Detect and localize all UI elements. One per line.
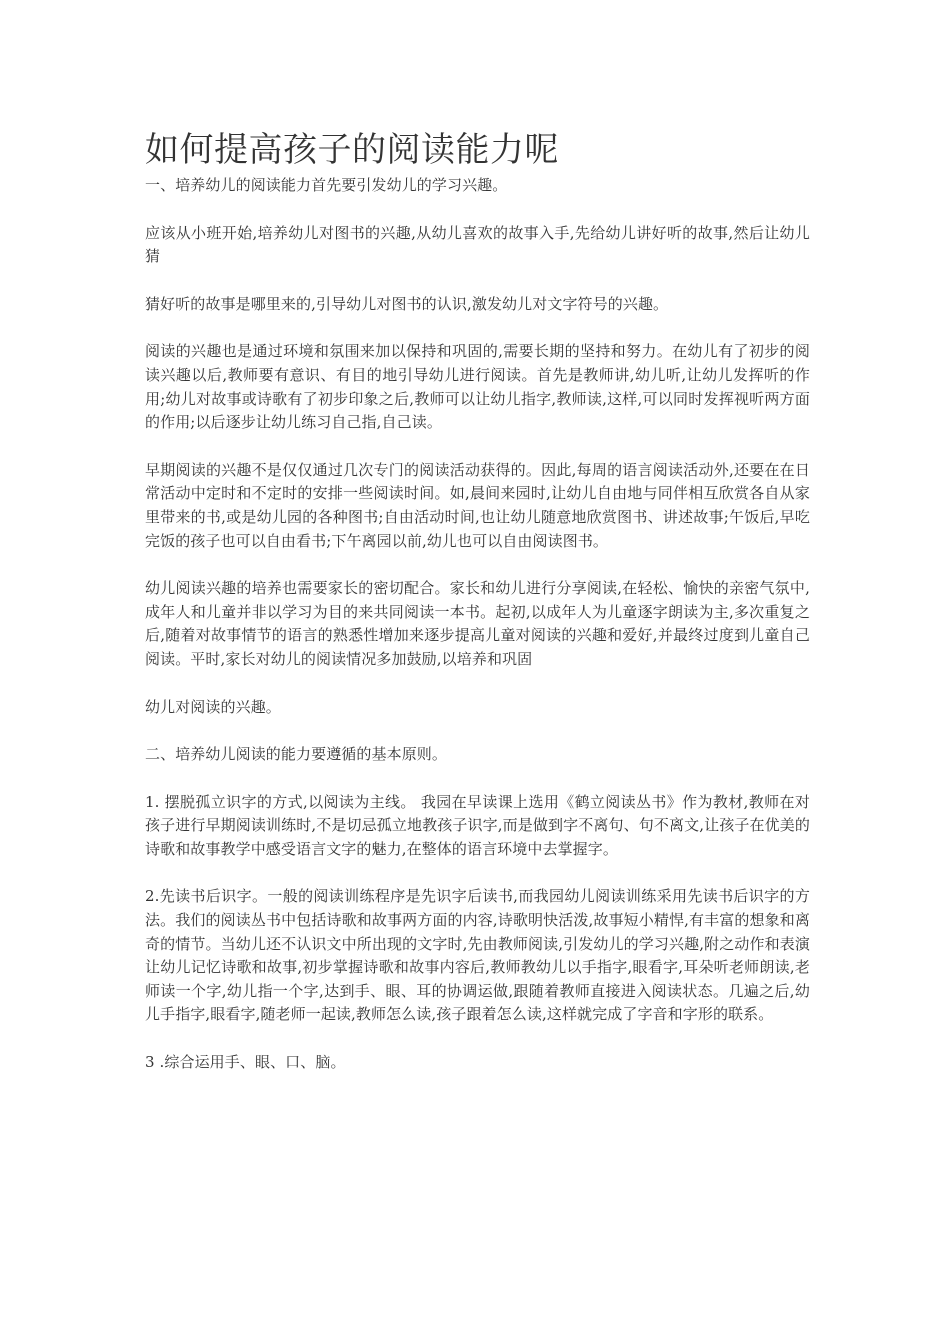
paragraph-principle-3: 3 .综合运用手、眼、口、脑。 <box>145 1053 346 1072</box>
paragraph-section-two-heading: 二、培养幼儿阅读的能力要遵循的基本原则。 <box>145 745 448 764</box>
paragraph: 猜好听的故事是哪里来的,引导幼儿对图书的认识,激发幼儿对文字符号的兴趣。 <box>145 294 669 313</box>
paragraph: 应该从小班开始,培养幼儿对图书的兴趣,从幼儿喜欢的故事入手,先给幼儿讲好听的故事,然后让幼儿猜 <box>145 223 810 266</box>
paragraph-principle-2: 2.先读书后识字。一般的阅读训练程序是先识字后读书,而我园幼儿阅读训练采用先读书后识字的方法。我们的阅读丛书中包括诗歌和故事两方面的内容,诗歌明快活泼,故事短小精悍,有丰富的想象和离奇的情节。当幼儿还不认识文中所出现的文字时,先由教师阅读,引发幼儿的学习兴趣,附之动作和表演让幼儿记忆诗歌和故事,初步掌握诗歌和故事内容后,教师教幼儿以手指字,眼看字,耳朵听老师朗读,老师读一个字,幼儿指一个字,达到手、眼、耳的协调运做,跟随着教师直接进入阅读状态。几遍之后,幼儿手指字,眼看字,随老师一起读,教师怎么读,孩子跟着怎么读,这样就完成了字音和字形的联系。 <box>145 887 810 1024</box>
paragraph: 早期阅读的兴趣不是仅仅通过几次专门的阅读活动获得的。因此,每周的语言阅读活动外,还要在在日常活动中定时和不定时的安排一些阅读时间。如,晨间来园时,让幼儿自由地与同伴相互欣赏各自从家里带来的书,或是幼儿园的各种图书;自由活动时间,也让幼儿随意地欣赏图书、讲述故事;午饭后,早吃完饭的孩子也可以自由看书;下午离园以前,幼儿也可以自由阅读图书。 <box>145 460 810 550</box>
paragraph: 幼儿对阅读的兴趣。 <box>145 697 281 716</box>
paragraph-section-one-heading: 一、培养幼儿的阅读能力首先要引发幼儿的学习兴趣。 <box>145 176 508 194</box>
paragraph: 阅读的兴趣也是通过环境和氛围来加以保持和巩固的,需要长期的坚持和努力。在幼儿有了初步的阅读兴趣以后,教师要有意识、有目的地引导幼儿进行阅读。首先是教师讲,幼儿听,让幼儿发挥听的作用;幼儿对故事或诗歌有了初步印象之后,教师可以让幼儿指字,教师读,这样,可以同时发挥视听两方面的作用;以后逐步让幼儿练习自己指,自己读。 <box>145 342 810 432</box>
document-title: 如何提高孩子的阅读能力呢 <box>145 130 559 170</box>
paragraph-principle-1: 1. 摆脱孤立识字的方式,以阅读为主线。 我园在早读课上选用《鹤立阅读丛书》作为教材,教师在对孩子进行早期阅读训练时,不是切忌孤立地教孩子识字,而是做到字不离句、句不离文,让孩子在优美的诗歌和故事教学中感受语言文字的魅力,在整体的语言环境中去掌握字。 <box>145 792 810 858</box>
paragraph: 幼儿阅读兴趣的培养也需要家长的密切配合。家长和幼儿进行分享阅读,在轻松、愉快的亲密气氛中,成年人和儿童并非以学习为目的来共同阅读一本书。起初,以成年人为儿童逐字朗读为主,多次重复之后,随着对故事情节的语言的熟悉性增加来逐步提高儿童对阅读的兴趣和爱好,并最终过度到儿童自己阅读。平时,家长对幼儿的阅读情况多加鼓励,以培养和巩固 <box>145 579 810 668</box>
document-page <box>145 128 810 1099</box>
